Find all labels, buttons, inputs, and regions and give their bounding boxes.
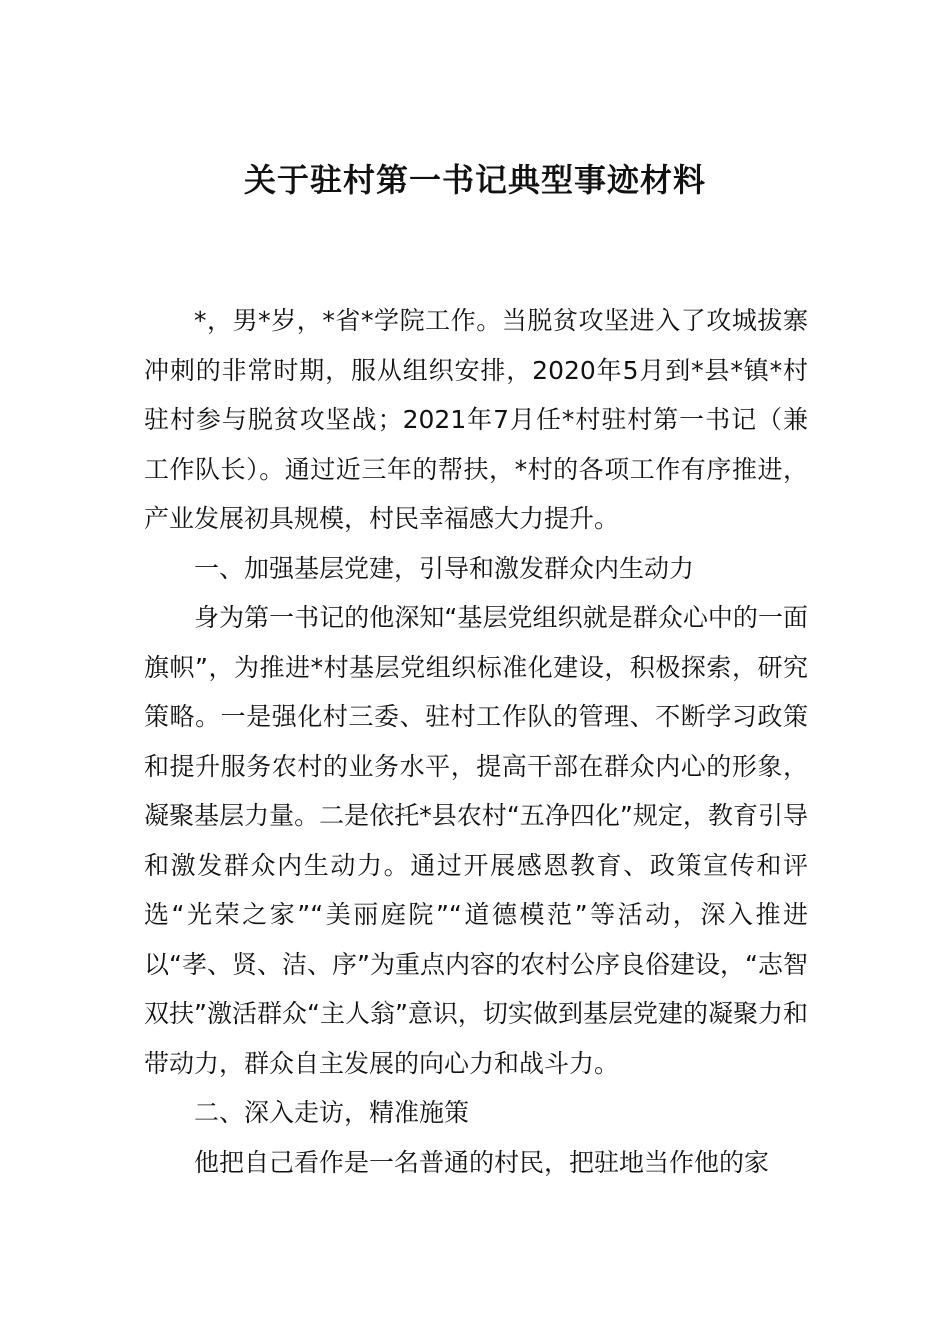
paragraph-party-building: 身为第一书记的他深知“基层党组织就是群众心中的一面旗帜”，为推进*村基层党组织标准化建设，积极探索，研究策略。一是强化村三委、驻村工作队的管理、不断学习政策和提升服务农村的业务水平，提高干部在群众内心的形象，凝聚基层力量。二是依托*县农村“五净四化”规定，教育引导和激发群众内生动力。通过开展感恩教育、政策宣传和评选“光荣之家”“美丽庭院”“道德模范”等活动，深入推进以“孝、贤、洁、序”为重点内容的农村公序良俗建设，“志智双扶”激活群众“主人翁”意识，切实做到基层党建的凝聚力和带动力，群众自主发展的向心力和战斗力。 [144,603,808,1078]
document-body [144,296,808,1187]
paragraph-intro: *，男*岁，*省*学院工作。当脱贫攻坚进入了攻城拔寨冲刺的非常时期，服从组织安排，2020年5月到*县*镇*村驻村参与脱贫攻坚战；2021年7月任*村驻村第一书记（兼工作队长）。通过近三年的帮扶，*村的各项工作有序推进，产业发展初具规模，村民幸福感大力提升。 [144,306,808,533]
paragraph-visits: 他把自己看作是一名普通的村民，把驻地当作他的家 [194,1147,770,1177]
section-heading-1: 一、加强基层党建，引导和激发群众内生动力 [194,553,695,583]
section-heading-2: 二、深入走访，精准施策 [194,1098,470,1127]
document-title: 关于驻村第一书记典型事迹材料 [243,161,706,199]
